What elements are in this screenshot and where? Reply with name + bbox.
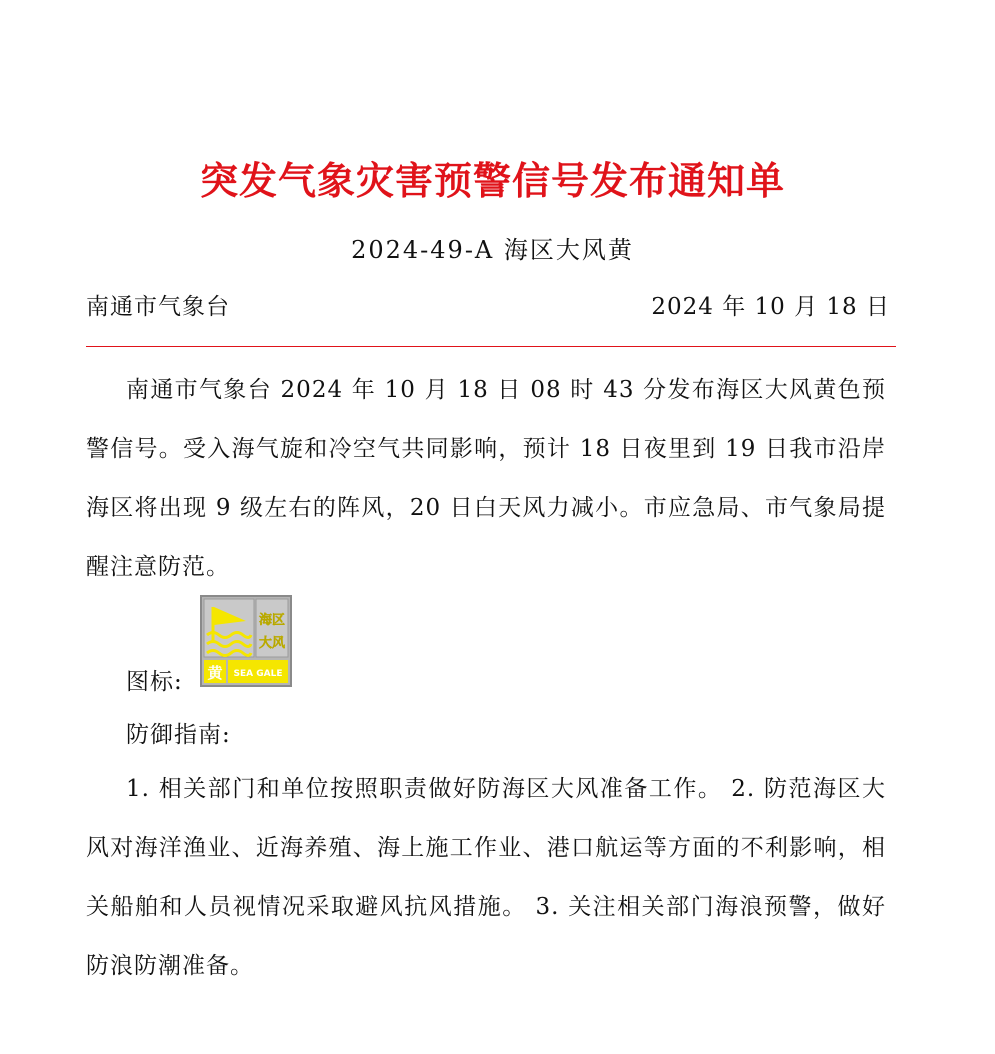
icon-text-bottom: 大风 xyxy=(258,636,286,651)
icon-english-text: SEA GALE xyxy=(233,669,283,679)
guide-heading: 防御指南: xyxy=(126,722,231,748)
issuer: 南通市气象台 xyxy=(86,294,230,320)
sea-gale-yellow-warning-icon xyxy=(200,595,292,687)
red-divider xyxy=(86,346,896,347)
document-subtitle: 2024-49-A 海区大风黄 xyxy=(351,236,634,264)
icon-text-top: 海区 xyxy=(258,613,286,628)
issue-date: 2024 年 10 月 18 日 xyxy=(651,294,890,320)
icon-label: 图标: xyxy=(126,669,183,695)
meta-row xyxy=(86,288,890,322)
body-paragraph: 南通市气象台 2024 年 10 月 18 日 08 时 43 分发布海区大风黄色预警信号。受入海气旋和冷空气共同影响，预计 18 日夜里到 19 日我市沿岸海区将出现 9 级左右的阵风，20 日白天风力减小。市应急局、市气象局提醒注意防范。 xyxy=(86,377,886,580)
guide-paragraph: 1. 相关部门和单位按照职责做好防海区大风准备工作。 2. 防范海区大风对海洋渔业、近海养殖、海上施工作业、港口航运等方面的不利影响，相关船舶和人员视情况采取避风抗风措施。 3. 关注相关部门海浪预警，做好防浪防潮准备。 xyxy=(86,776,886,979)
icon-row xyxy=(126,595,526,695)
document-title: 突发气象灾害预警信号发布通知单 xyxy=(199,158,785,203)
icon-level-text: 黄 xyxy=(207,664,223,682)
